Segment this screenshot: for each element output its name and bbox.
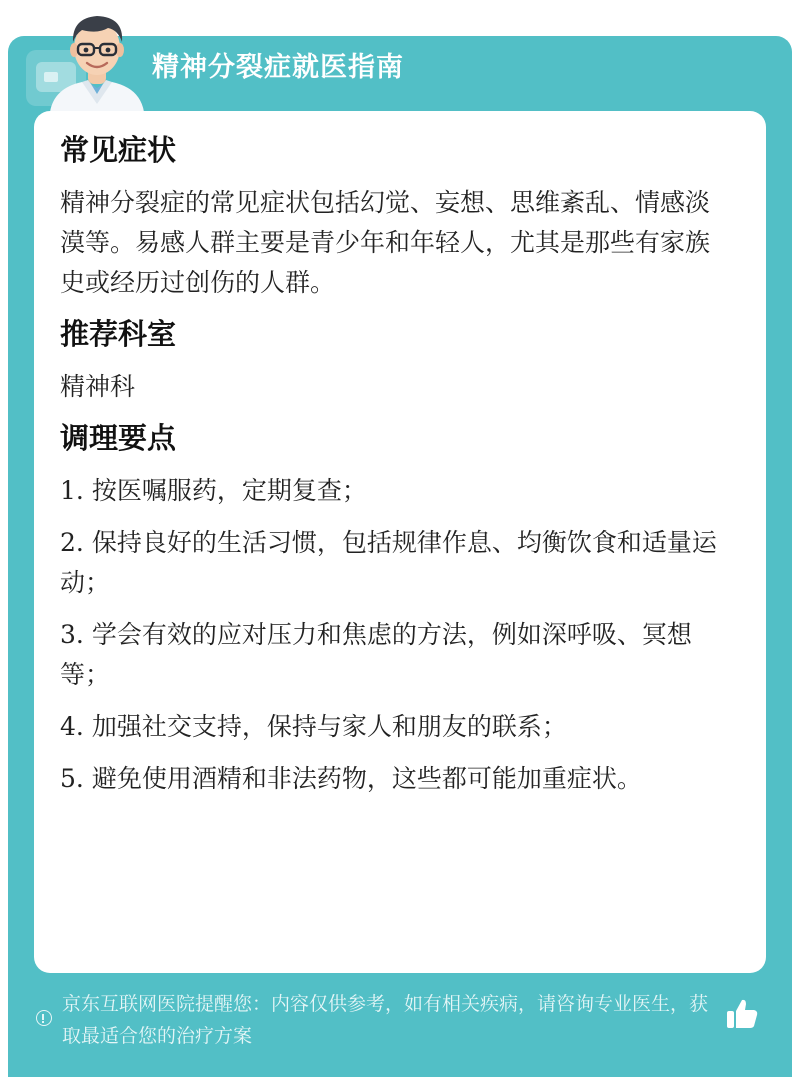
list-item: 5. 避免使用酒精和非法药物，这些都可能加重症状。 <box>60 764 642 793</box>
list-item: 4. 加强社交支持，保持与家人和朋友的联系； <box>60 712 567 741</box>
info-icon <box>36 1010 52 1026</box>
list-item: 1. 按医嘱服药，定期复查； <box>60 476 367 505</box>
section-title-care: 调理要点 <box>60 421 177 455</box>
department-text: 精神科 <box>60 372 136 401</box>
section-title-symptoms: 常见症状 <box>60 133 177 167</box>
thumbs-up-icon[interactable] <box>724 996 760 1032</box>
list-item: 2. 保持良好的生活习惯，包括规律作息、均衡饮食和适量运动； <box>60 528 717 597</box>
page-title: 精神分裂症就医指南 <box>152 52 404 83</box>
section-title-department: 推荐科室 <box>60 317 177 351</box>
doctor-avatar <box>42 8 152 112</box>
content-card <box>34 111 766 973</box>
list-item: 3. 学会有效的应对压力和焦虑的方法，例如深呼吸、冥想等； <box>60 620 692 689</box>
symptoms-text: 精神分裂症的常见症状包括幻觉、妄想、思维紊乱、情感淡漠等。易感人群主要是青少年和年轻人，尤其是那些有家族史或经历过创伤的人群。 <box>60 188 711 297</box>
disclaimer-text: 京东互联网医院提醒您：内容仅供参考，如有相关疾病，请咨询专业医生，获取最适合您的治疗方案 <box>62 993 709 1047</box>
